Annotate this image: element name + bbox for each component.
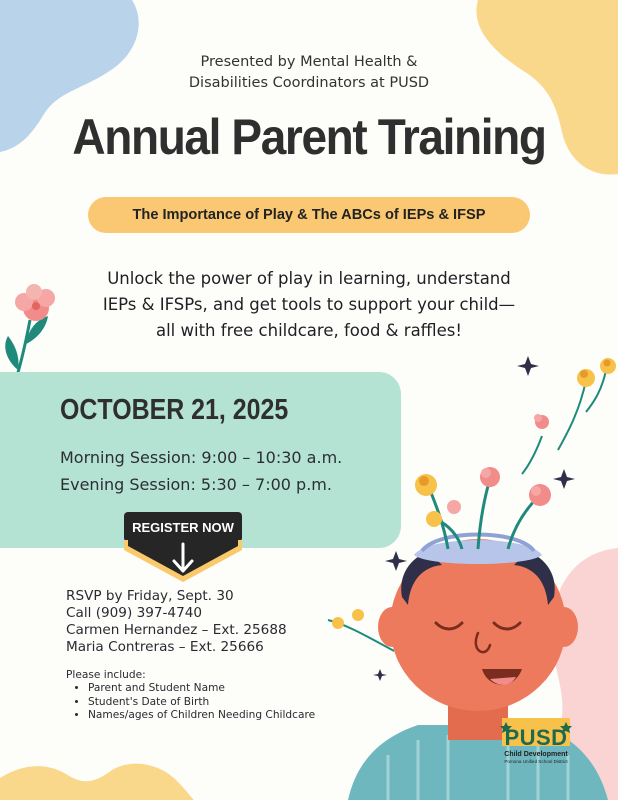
description-line-1: Unlock the power of play in learning, understand	[107, 269, 511, 288]
please-include-heading: Please include:	[66, 669, 146, 681]
evening-session: Evening Session: 5:30 – 7:00 p.m.	[60, 475, 332, 494]
morning-session: Morning Session: 9:00 – 10:30 a.m.	[60, 448, 343, 467]
presented-line-2: Disabilities Coordinators at PUSD	[188, 75, 430, 91]
subtitle: The Importance of Play & The ABCs of IEPs & IFSP	[132, 207, 486, 223]
logo-line-1: Child Development	[504, 751, 568, 758]
pusd-logo	[498, 716, 574, 766]
description	[70, 266, 548, 344]
event-date: OCTOBER 21, 2025	[60, 394, 289, 426]
rsvp-contact-2: Maria Contreras – Ext. 25666	[66, 639, 264, 655]
logo-word: PUSD	[504, 725, 568, 750]
rsvp-deadline: RSVP by Friday, Sept. 30	[66, 588, 234, 604]
list-item: • Parent and Student Name	[88, 682, 315, 695]
register-now-label: REGISTER NOW	[132, 519, 234, 535]
rsvp-contact-1: Carmen Hernandez – Ext. 25688	[66, 622, 287, 638]
presented-line-1: Presented by Mental Health &	[200, 54, 418, 70]
yellow-blob-bottom-left	[0, 760, 260, 800]
please-include-list	[66, 682, 315, 722]
subtitle-pill	[88, 197, 530, 233]
register-now-button[interactable]	[124, 512, 242, 542]
list-item: • Names/ages of Children Needing Childcare	[88, 709, 315, 722]
logo-line-2: Pomona Unified School District	[504, 759, 568, 764]
list-item: • Student's Date of Birth	[88, 696, 315, 709]
page-title: Annual Parent Training	[72, 109, 546, 165]
arrow-down-icon	[124, 540, 242, 584]
description-line-3: all with free childcare, food & raffles!	[155, 321, 462, 340]
please-include	[66, 669, 315, 722]
rsvp-info	[66, 588, 287, 656]
rsvp-phone: Call (909) 397-4740	[66, 605, 203, 621]
presented-by	[0, 52, 618, 94]
description-line-2: IEPs & IFSPs, and get tools to support your child—	[102, 295, 516, 314]
